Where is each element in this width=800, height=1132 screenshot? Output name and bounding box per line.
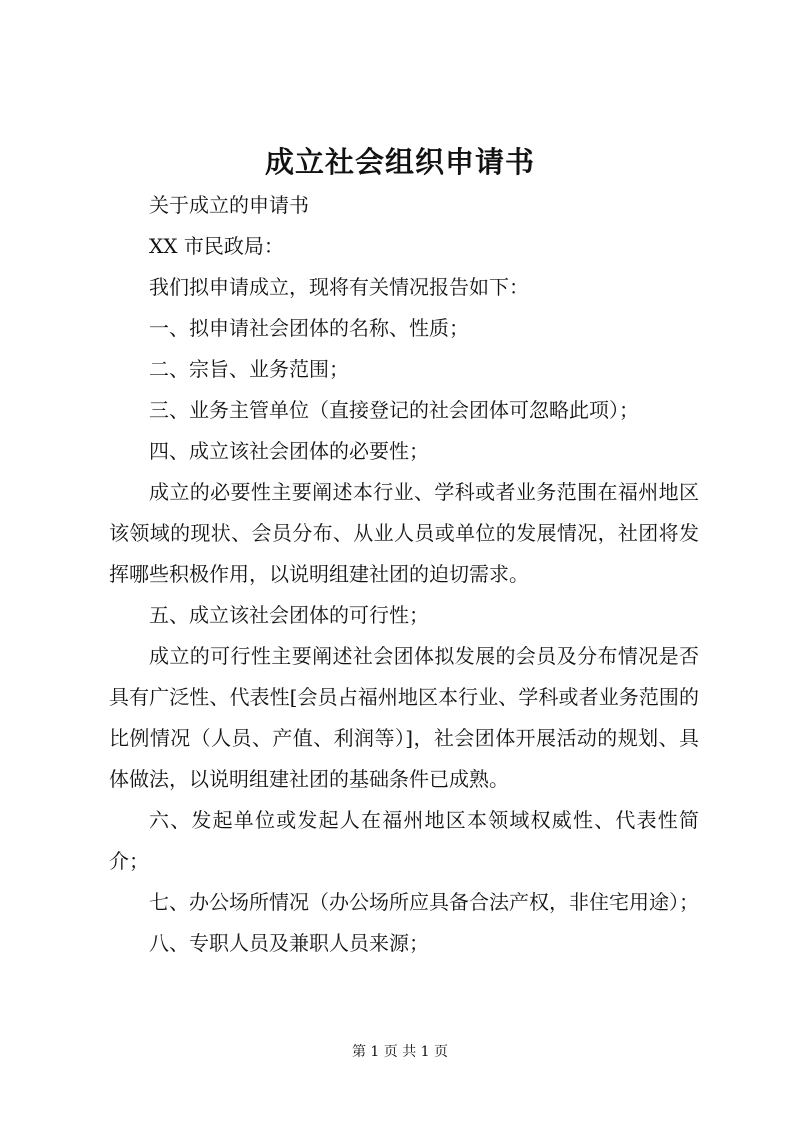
- paragraph-necessity-detail: 成立的必要性主要阐述本行业、学科或者业务范围在福州地区该领域的现状、会员分布、从业人员或单位的发展情况，社团将发挥哪些积极作用，以说明组建社团的迫切需求。: [109, 480, 699, 586]
- paragraph-item-1: 一、拟申请社会团体的名称、性质；: [149, 316, 469, 340]
- paragraph-item-3: 三、业务主管单位（直接登记的社会团体可忽略此项）；: [149, 398, 639, 422]
- document-title: 成立社会组织申请书: [264, 145, 535, 179]
- paragraph-intro: 我们拟申请成立，现将有关情况报告如下：: [149, 275, 529, 299]
- page-footer: 第 1 页 共 1 页: [351, 1044, 449, 1060]
- paragraph-feasibility-detail: 成立的可行性主要阐述社会团体拟发展的会员及分布情况是否具有广泛性、代表性[会员占福州地区本行业、学科或者业务范围的比例情况（人员、产值、利润等）]，社会团体开展活动的规划、具体做法，以说明组建社团的基础条件已成熟。: [109, 644, 699, 791]
- paragraph-item-6: 六、发起单位或发起人在福州地区本领域权威性、代表性简介；: [109, 808, 699, 873]
- paragraph-item-8: 八、专职人员及兼职人员来源；: [149, 931, 429, 955]
- paragraph-item-7: 七、办公场所情况（办公场所应具备合法产权，非住宅用途）；: [149, 890, 699, 914]
- paragraph-item-4: 四、成立该社会团体的必要性；: [149, 439, 429, 463]
- paragraph-recipient: XX 市民政局：: [149, 234, 284, 258]
- paragraph-item-5: 五、成立该社会团体的可行性；: [149, 603, 429, 627]
- document-body: [109, 185, 699, 964]
- paragraph-heading: 关于成立的申请书: [149, 193, 309, 217]
- paragraph-item-2: 二、宗旨、业务范围；: [149, 357, 349, 381]
